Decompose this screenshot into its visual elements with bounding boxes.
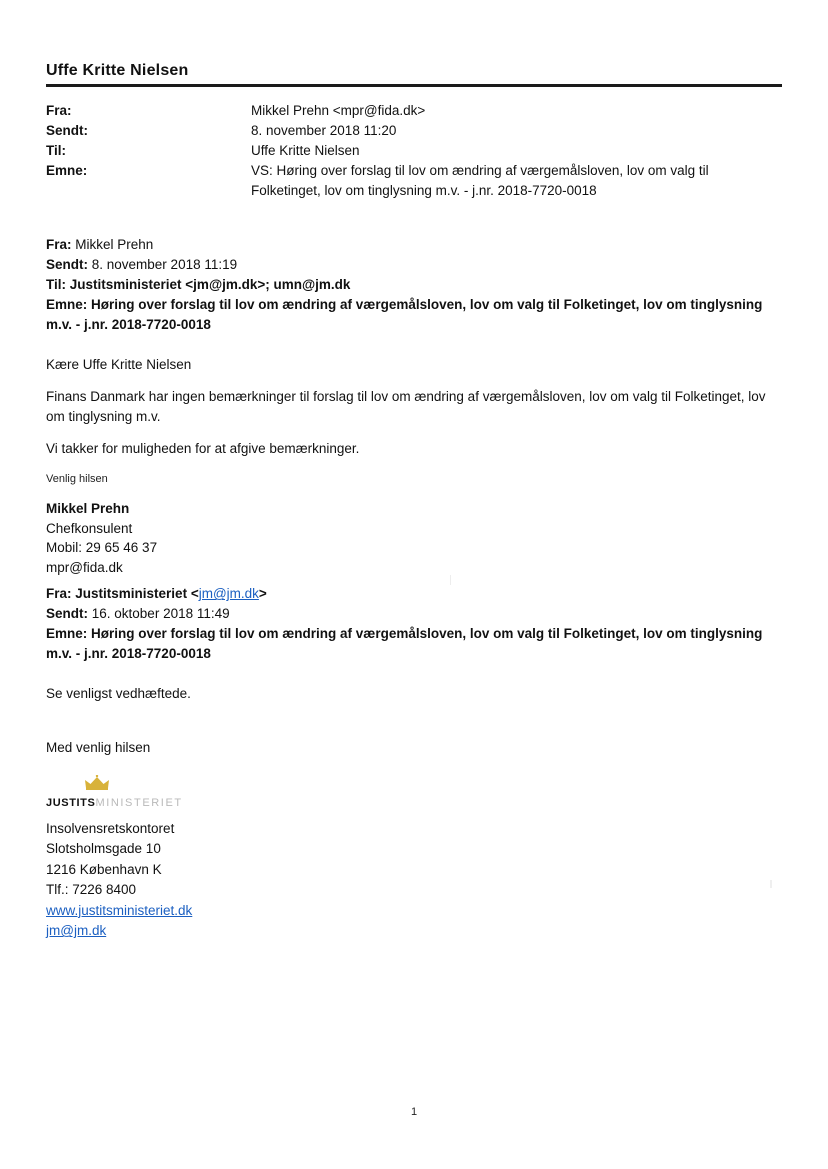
forwarded2-subject-line [46,624,782,664]
forwarded-header-2 [46,584,782,664]
forwarded-header-1 [46,235,782,335]
forwarded2-sent-value: 16. oktober 2018 11:49 [91,606,230,622]
signature-block-1 [46,499,782,577]
forwarded2-from-suffix: > [258,586,267,602]
ministry-office: Insolvensretskontoret [46,820,175,836]
body-paragraph-1: Finans Danmark har ingen bemærkninger til forslag til lov om ændring af værgemålsloven, lov om valg til Folketinget, lov om tinglysning m.v. [46,388,766,425]
forwarded2-subject-label: Emne: [46,626,88,642]
forwarded-to-value: Justitsministeriet <jm@jm.dk>; umn@jm.dk [69,276,351,292]
body2-line-1: Se venligst vedhæftede. [46,686,191,702]
header-field-label: Fra: [46,103,72,118]
ministry-address [46,819,782,942]
ministry-city: 1216 København K [46,861,162,877]
crown-icon [84,775,110,791]
page-title: Uffe Kritte Nielsen [46,62,189,79]
page-number: 1 [410,1106,418,1118]
forwarded2-from-label: Fra: [46,586,72,602]
forwarded2-from-email-link[interactable]: jm@jm.dk [198,586,259,602]
ministry-street: Slotsholmsgade 10 [46,841,161,857]
header-field-row [46,121,782,141]
scan-artifact [770,880,772,888]
forwarded2-from-prefix: Justitsministeriet < [75,586,199,602]
signature-role: Chefkonsulent [46,520,133,536]
signature-name: Mikkel Prehn [46,501,130,517]
scan-artifact [450,575,451,585]
forwarded2-sent-label: Sendt: [46,606,88,622]
signature-email: mpr@fida.dk [46,559,123,575]
ministry-logo-dim: MINISTERIET [95,796,183,809]
header-field-label: Til: [46,143,66,159]
forwarded2-from-line [46,584,782,604]
body-paragraph-2: Vi takker for muligheden for at afgive bemærkninger. [46,441,360,457]
forwarded-sent-line [46,255,782,275]
header-field-value: VS: Høring over forslag til lov om ændring af værgemålsloven, lov om valg til Folketinget, lov om tinglysning m.v. - j.nr. 2018-7720-0018 [251,163,709,198]
email-header-fields [46,101,782,201]
title-divider [46,84,782,87]
forwarded-subject-value: Høring over forslag til lov om ændring af værgemålsloven, lov om valg til Folketinget, lov om tinglysning m.v. - j.nr. 2018-7720-0018 [46,296,763,332]
forwarded-subject-label: Emne: [46,296,88,312]
header-field-row [46,101,782,121]
header-field-row [46,141,782,161]
forwarded-from-line [46,235,782,255]
body2-closing: Med venlig hilsen [46,740,151,756]
forwarded-subject-line [46,295,782,335]
document-content [46,62,782,942]
forwarded-to-label: Til: [46,276,66,292]
header-field-value: Uffe Kritte Nielsen [251,143,360,159]
ministry-logo-strong: JUSTITS [46,796,96,809]
forwarded2-subject-value: Høring over forslag til lov om ændring af værgemålsloven, lov om valg til Folketinget, lov om tinglysning m.v. - j.nr. 2018-7720-0018 [46,626,763,662]
ministry-phone: Tlf.: 7226 8400 [46,882,137,898]
closing-text: Venlig hilsen [46,472,108,485]
forwarded-from-label: Fra: [46,236,72,252]
forwarded-from-value: Mikkel Prehn [75,236,154,252]
forwarded-sent-value: 8. november 2018 11:19 [91,256,238,272]
forwarded2-sent-line [46,604,782,624]
ministry-website-link[interactable]: www.justitsministeriet.dk [46,902,193,918]
forwarded-sent-label: Sendt: [46,256,88,272]
forwarded-to-line [46,275,782,295]
greeting-text: Kære Uffe Kritte Nielsen [46,356,192,372]
ministry-email-link[interactable]: jm@jm.dk [46,923,107,939]
header-field-label: Emne: [46,163,88,179]
header-field-label: Sendt: [46,123,88,139]
header-field-value: Mikkel Prehn <mpr@fida.dk> [251,103,426,118]
ministry-logo-text [46,797,183,809]
header-field-row [46,161,782,200]
signature-mobile: Mobil: 29 65 46 37 [46,540,158,556]
ministry-logo [46,785,782,819]
header-field-value: 8. november 2018 11:20 [251,123,397,139]
